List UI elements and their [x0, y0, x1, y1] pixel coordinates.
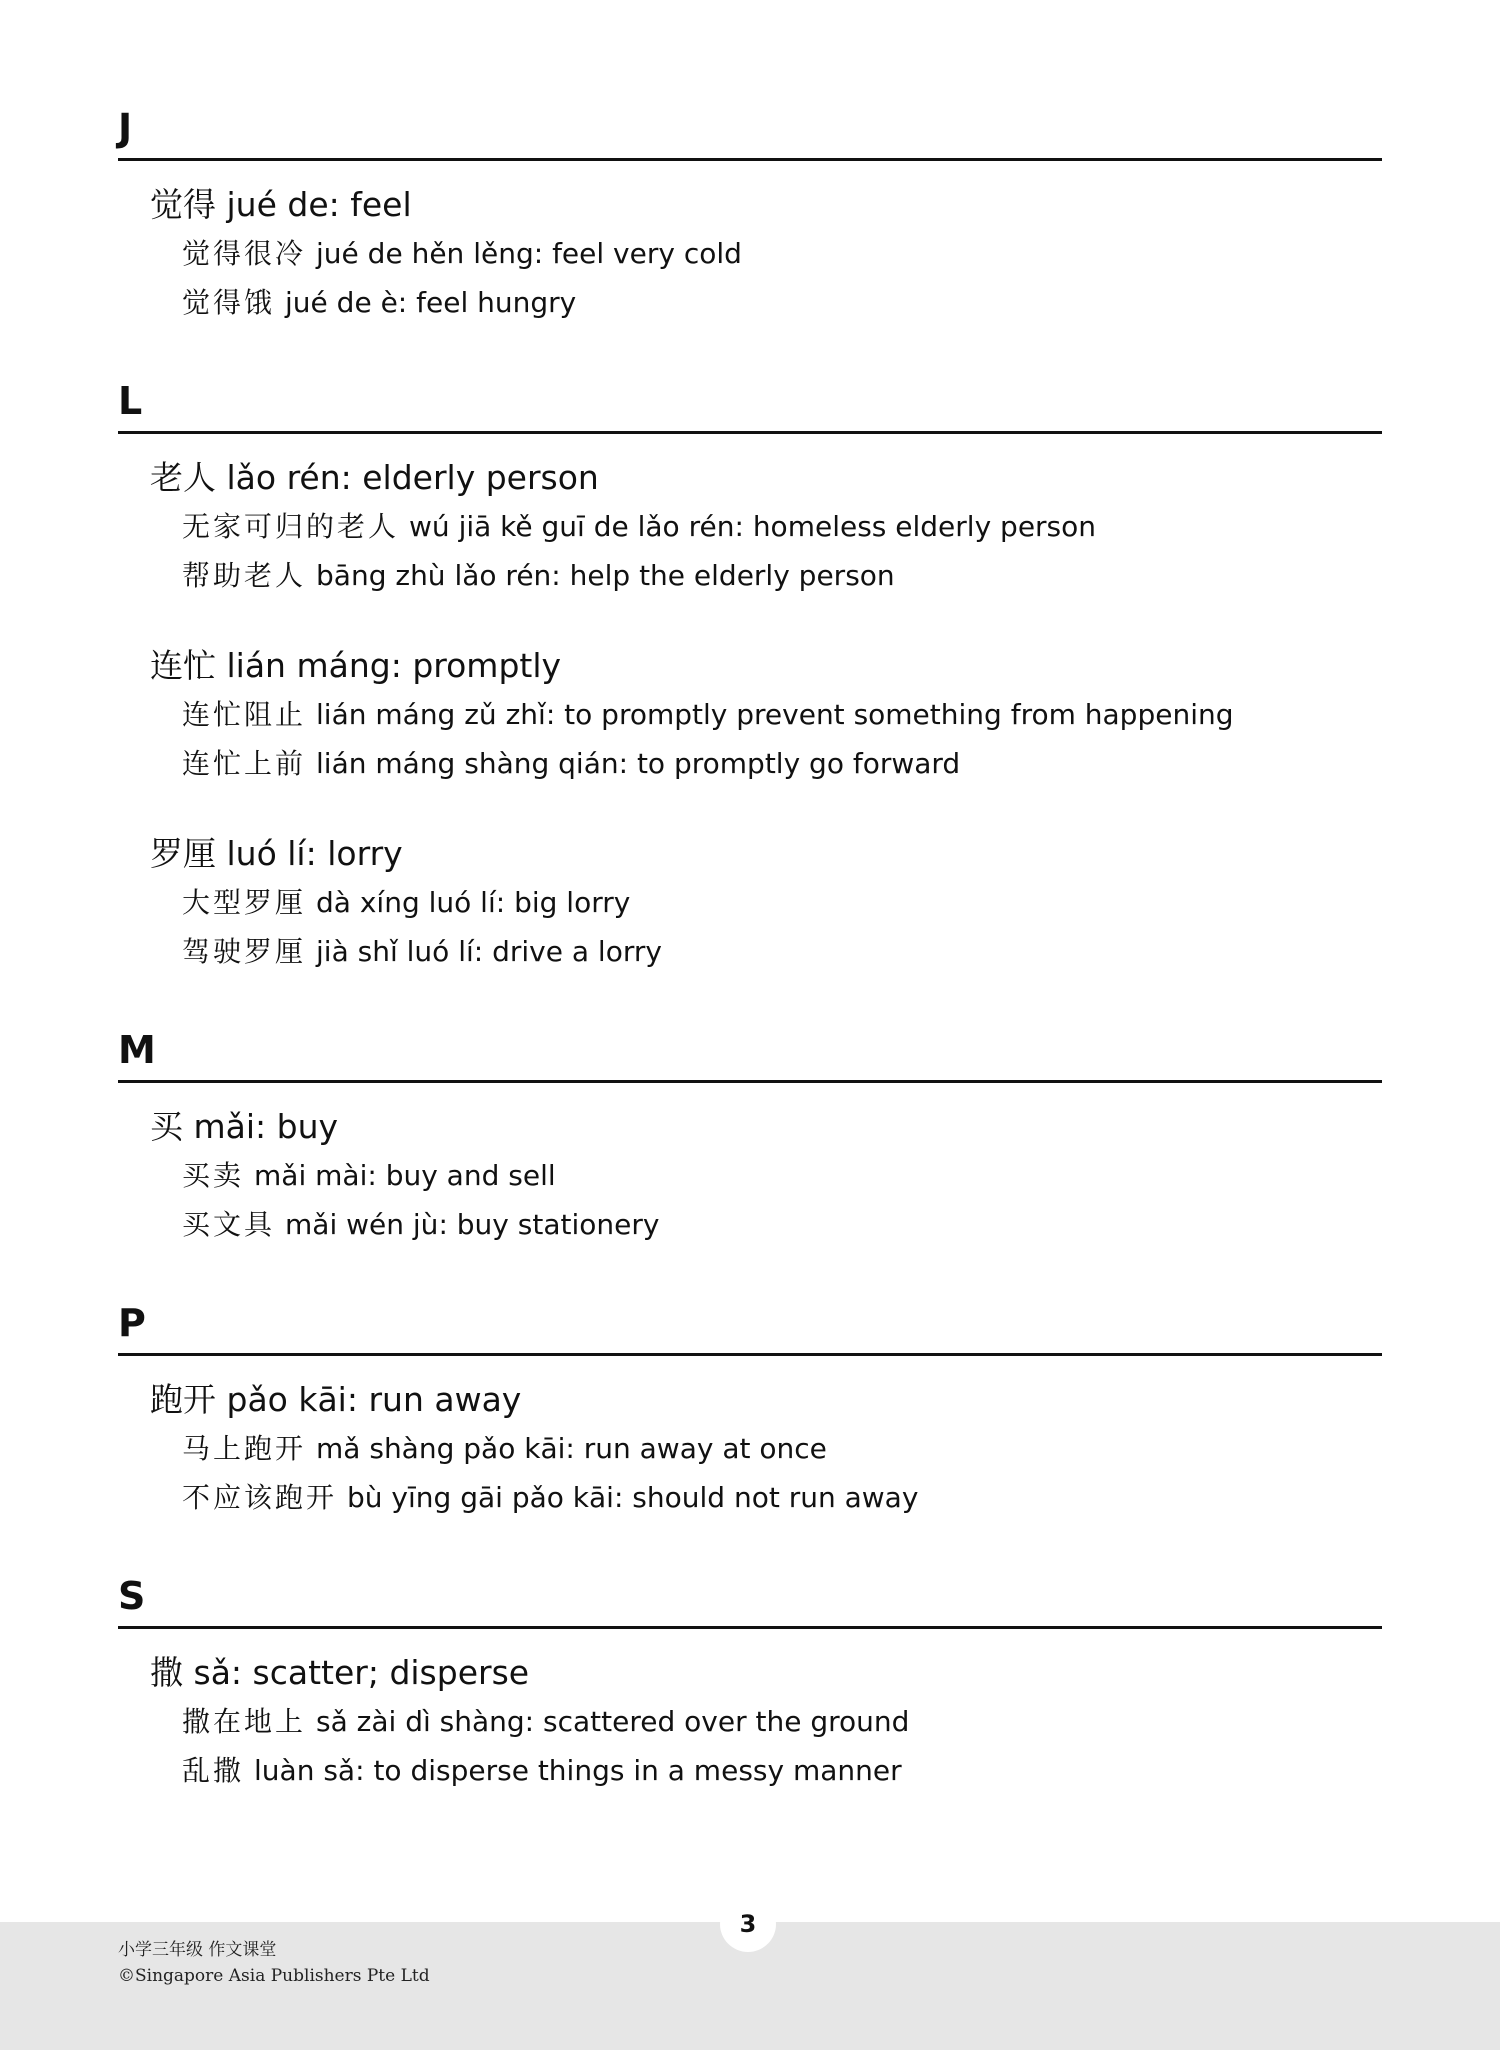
colon: : — [340, 458, 363, 497]
glossary — [118, 100, 1382, 1795]
example-chinese: 买文具 — [182, 1208, 276, 1241]
section-letter: J — [118, 106, 133, 150]
section-j — [118, 100, 1382, 327]
copyright-notice: ©Singapore Asia Publishers Pte Ltd — [118, 1966, 430, 1986]
headword-chinese: 买 — [150, 1107, 183, 1146]
example-chinese: 乱撒 — [182, 1754, 245, 1787]
page-number: 3 — [720, 1896, 776, 1952]
section-divider — [118, 431, 1382, 434]
example-chinese: 无家可归的老人 — [182, 510, 400, 543]
example-chinese: 撒在地上 — [182, 1705, 307, 1738]
example-pinyin: jué de è — [285, 286, 398, 319]
headword-pinyin: lián máng — [226, 646, 391, 685]
headword-line — [118, 642, 1382, 690]
example-line — [118, 690, 1382, 739]
headword-meaning: lorry — [327, 834, 403, 873]
colon: : — [255, 1107, 277, 1146]
section-divider — [118, 158, 1382, 161]
headword-pinyin: mǎi — [193, 1107, 256, 1146]
example-line — [118, 1697, 1382, 1746]
vocab-entry — [118, 1649, 1382, 1795]
example-meaning: help the elderly person — [569, 559, 895, 592]
colon: : — [328, 185, 351, 224]
example-pinyin: bāng zhù lǎo rén — [316, 559, 552, 592]
example-line — [118, 739, 1382, 788]
colon: : — [618, 747, 637, 780]
headword-meaning: promptly — [412, 646, 562, 685]
colon: : — [397, 286, 417, 319]
example-pinyin: lián máng zǔ zhǐ — [316, 698, 546, 731]
example-meaning: to promptly go forward — [636, 747, 961, 780]
example-meaning: should not run away — [632, 1481, 919, 1514]
example-meaning: buy stationery — [456, 1208, 660, 1241]
vocab-entry — [118, 1103, 1382, 1249]
headword-meaning: buy — [276, 1107, 339, 1146]
example-line — [118, 278, 1382, 327]
example-pinyin: jià shǐ luó lí — [316, 935, 474, 968]
headword-pinyin: jué de — [226, 185, 329, 224]
headword-chinese: 连忙 — [150, 646, 216, 685]
example-chinese: 觉得很冷 — [182, 237, 307, 270]
example-chinese: 连忙阻止 — [182, 698, 307, 731]
example-line — [118, 1424, 1382, 1473]
example-line — [118, 878, 1382, 927]
headword-line — [118, 454, 1382, 502]
section-letter: L — [118, 379, 143, 423]
colon: : — [533, 237, 553, 270]
colon: : — [734, 510, 753, 543]
example-chinese: 不应该跑开 — [182, 1481, 338, 1514]
example-chinese: 驾驶罗厘 — [182, 935, 307, 968]
section-letter: P — [118, 1301, 146, 1345]
colon: : — [305, 834, 328, 873]
headword-pinyin: lǎo rén — [226, 458, 341, 497]
example-line — [118, 229, 1382, 278]
example-pinyin: lián máng shàng qián — [316, 747, 619, 780]
headword-meaning: scatter; disperse — [252, 1653, 530, 1692]
example-meaning: homeless elderly person — [752, 510, 1097, 543]
vocab-entry — [118, 642, 1382, 788]
colon: : — [355, 1754, 374, 1787]
colon: : — [545, 698, 565, 731]
example-pinyin: mǎ shàng pǎo kāi — [316, 1432, 566, 1465]
example-meaning: buy and sell — [385, 1159, 556, 1192]
section-l — [118, 373, 1382, 976]
headword-chinese: 跑开 — [150, 1380, 216, 1419]
example-pinyin: bù yīng gāi pǎo kāi — [347, 1481, 614, 1514]
headword-chinese: 罗厘 — [150, 834, 216, 873]
example-meaning: drive a lorry — [492, 935, 662, 968]
example-chinese: 觉得饿 — [182, 286, 276, 319]
example-meaning: feel very cold — [552, 237, 742, 270]
example-line — [118, 551, 1382, 600]
example-meaning: feel hungry — [416, 286, 577, 319]
headword-meaning: elderly person — [362, 458, 599, 497]
section-s — [118, 1568, 1382, 1795]
example-chinese: 连忙上前 — [182, 747, 307, 780]
vocab-entry — [118, 181, 1382, 327]
section-letter: S — [118, 1574, 146, 1618]
vocab-entry — [118, 1376, 1382, 1522]
headword-pinyin: pǎo kāi — [226, 1380, 347, 1419]
headword-meaning: run away — [368, 1380, 522, 1419]
section-divider — [118, 1080, 1382, 1083]
example-pinyin: sǎ zài dì shàng — [316, 1705, 525, 1738]
colon: : — [524, 1705, 544, 1738]
example-line — [118, 927, 1382, 976]
example-chinese: 买卖 — [182, 1159, 245, 1192]
colon: : — [367, 1159, 386, 1192]
example-line — [118, 1746, 1382, 1795]
footer-text — [118, 1937, 430, 1989]
example-pinyin: dà xíng luó lí — [316, 886, 496, 919]
headword-chinese: 老人 — [150, 458, 216, 497]
vocab-entry — [118, 454, 1382, 600]
vocab-entry — [118, 830, 1382, 976]
section-divider — [118, 1626, 1382, 1629]
example-meaning: to disperse things in a messy manner — [373, 1754, 902, 1787]
example-meaning: run away at once — [583, 1432, 827, 1465]
headword-line — [118, 181, 1382, 229]
headword-line — [118, 1649, 1382, 1697]
example-pinyin: luàn sǎ — [254, 1754, 356, 1787]
example-chinese: 帮助老人 — [182, 559, 307, 592]
section-p — [118, 1295, 1382, 1522]
example-line — [118, 1200, 1382, 1249]
example-line — [118, 1151, 1382, 1200]
headword-pinyin: luó lí — [226, 834, 306, 873]
example-meaning: to promptly prevent something from happening — [564, 698, 1234, 731]
example-pinyin: jué de hěn lěng — [316, 237, 534, 270]
colon: : — [551, 559, 570, 592]
example-chinese: 大型罗厘 — [182, 886, 307, 919]
colon: : — [495, 886, 515, 919]
example-pinyin: mǎi wén jù — [285, 1208, 439, 1241]
example-pinyin: mǎi mài — [254, 1159, 368, 1192]
colon: : — [473, 935, 493, 968]
example-line — [118, 502, 1382, 551]
headword-meaning: feel — [350, 185, 412, 224]
example-meaning: scattered over the ground — [543, 1705, 910, 1738]
colon: : — [230, 1653, 253, 1692]
book-title: 小学三年级 作文课堂 — [118, 1940, 277, 1960]
colon: : — [613, 1481, 633, 1514]
example-pinyin: wú jiā kě guī de lǎo rén — [409, 510, 735, 543]
section-letter: M — [118, 1028, 156, 1072]
example-line — [118, 1473, 1382, 1522]
colon: : — [390, 646, 413, 685]
colon: : — [346, 1380, 369, 1419]
section-divider — [118, 1353, 1382, 1356]
colon: : — [438, 1208, 457, 1241]
colon: : — [565, 1432, 584, 1465]
section-m — [118, 1022, 1382, 1249]
example-meaning: big lorry — [514, 886, 631, 919]
headword-line — [118, 1376, 1382, 1424]
headword-line — [118, 1103, 1382, 1151]
headword-pinyin: sǎ — [193, 1653, 231, 1692]
example-chinese: 马上跑开 — [182, 1432, 307, 1465]
headword-line — [118, 830, 1382, 878]
headword-chinese: 撒 — [150, 1653, 183, 1692]
headword-chinese: 觉得 — [150, 185, 216, 224]
